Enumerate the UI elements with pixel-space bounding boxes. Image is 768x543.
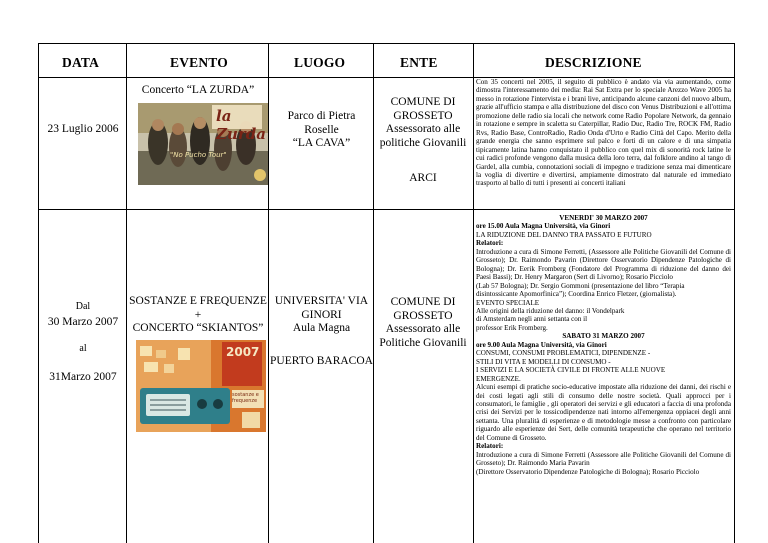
row2-date-to: 31Marzo 2007 [49, 370, 117, 383]
row1-ente-line1: COMUNE DI [390, 96, 456, 108]
evento-line-1: Alle origini della riduzione del danno: il Vondelpark [476, 306, 625, 315]
row1-date: 23 Luglio 2006 [47, 123, 119, 135]
row1-place-line2: “LA CAVA” [292, 137, 351, 149]
row2-ente-line4: Politiche Giovanili [379, 336, 467, 349]
poster-caption-text: sostanze e frequenze [232, 392, 259, 404]
day1-time: ore 15.00 Aula Magna Università, via Ginori [476, 222, 611, 231]
day2-intro: Introduzione a cura di Simone Ferretti (Assessore alle Politiche Giovanili del Comune di Grosseto); Dr. Raimondo Maria Pavarin [476, 450, 731, 468]
row1-bottom-border [38, 209, 735, 210]
lab-line-1: (Lab 57 Bologna); Dr. Sergio Gommoni (presentazione del libro “Terapia [476, 281, 685, 290]
row1-place-line1: Parco di Pietra Roselle [287, 110, 356, 136]
row1-ente-line3: Assessorato alle [385, 123, 461, 135]
col-border-1 [126, 43, 127, 543]
row2-date-from: 30 Marzo 2007 [47, 315, 119, 328]
row1-ente [374, 96, 472, 150]
header-ente: ENTE [400, 55, 438, 70]
evento-line-2: di Amsterdam negli anni settanta con il [476, 315, 588, 324]
row2-event [128, 295, 268, 336]
day1-title: VENERDI' 30 MARZO 2007 [559, 214, 648, 222]
col-border-0 [38, 43, 39, 543]
day2-line-1: CONSUMI, CONSUMI PROBLEMATICI, DIPENDENZE - [476, 349, 651, 358]
day1-text: Introduzione a cura di Simone Ferretti, (Assessore alle Politiche Giovanili del Comune di Grosseto); Dr. Raimondo Pavarin (Direttore Osservatorio Dipendenze Patologiche di Bologna); Dr. Eerik Fromberg (Fondatore del Programma di riduzione del danno dei Paesi Bassi); Dr. Henry Margaron (Sert di Livorno); Rosario Picciolo [476, 247, 731, 282]
row2-description [476, 214, 731, 476]
row2-place-line1: UNIVERSITA' VIA [274, 295, 369, 307]
sostanze-poster [136, 340, 266, 432]
day2-last: (Direttore Osservatorio Dipendenze Patologiche di Bologna); Rosario Picciolo [476, 467, 700, 476]
header-data: DATA [62, 55, 100, 70]
poster-subtitle-text: "No Pucho Tour" [170, 151, 227, 159]
row1-ente-line4: politiche Giovanili [379, 136, 467, 149]
row2-place-line3: Aula Magna [292, 322, 351, 334]
row1-event-title: Concerto “LA ZURDA” [141, 84, 255, 96]
header-luogo: LUOGO [294, 55, 346, 70]
row1-description: Con 35 concerti nel 2005, il seguito di pubblico è andato via via aumentando, come dimostra l'interessamento dei media: Rai Sat Extra per lo speciale Arezzo Wave 2005 ha messo in rotazione l'intervista e i brani live, anticipando alcune canzoni del nuovo album, grazie all'ufficio stampa e alla distribuzione del disco con Venus Distribuzioni e all'ottima promozione delle radio sia locali che network come Radio Popolare Network, da gennaio in rotazione e sempre in scaletta su Caterpillar, Radio Duc, Radio Tre, ROCK FM, Radio Rvs, Radio Base, ControRadio, Radio Onda d'Urto e Radio Città del Capo. Merito della grande energia che sanno esprimere sul palco e forti di un calore e di una simpatia tipicamente latina hanno conquistato il pubblico con quel mix di sonorità rock latine le cui radici profonde vengono dalla musica della loro terra, dal folklore andino al tango di Gardel, alla cumbia, connotazioni sociali di impegno e tradizione senza mai dimenticare la voglia di divertire e divertirsi, ampiamente dimostrato dal naturale ed immediato trasporto al ballo di tutti i presenti ai concerti italiani [476, 78, 731, 188]
col-border-5 [734, 43, 735, 543]
row1-place [270, 110, 373, 151]
day2-line-4: EMERGENZE. [476, 374, 521, 383]
row2-event-line3: CONCERTO “SKIANTOS” [132, 322, 264, 334]
poster-year-text: 2007 [226, 345, 260, 359]
table-top-border [38, 43, 735, 44]
header-evento: EVENTO [170, 55, 228, 70]
row2-place-puerto: PUERTO BARACOA [270, 355, 373, 367]
row2-event-line2: + [194, 308, 202, 321]
row1-ente-line2: GROSSETO [393, 109, 453, 122]
row2-date [40, 300, 126, 384]
la-zurda-poster [138, 103, 268, 185]
day2-line-2: STILI DI VITA E MODELLI DI CONSUMO - [476, 357, 611, 366]
row2-event-line1: SOSTANZE E FREQUENZE [129, 295, 267, 307]
lab-line-2: disintossicante Apomorfinica”); Coordina Enrico Fletzer, (giornalista). [476, 290, 677, 299]
day1-subject: LA RIDUZIONE DEL DANNO TRA PASSATO E FUTURO [476, 230, 652, 239]
day2-time: ore 9.00 Aula Magna Università, via Ginori [476, 340, 607, 349]
row2-place-line2: GINORI [301, 308, 342, 321]
row2-ente [374, 296, 472, 350]
day2-text: Alcuni esempi di pratiche socio-educative impostate alla riduzione dei danni, dei rischi e dei costi legati agli stili di consumo delle nostre società. Quali approcci per i consumatori, le famiglie , gli operatori dei servizi e gli educatori a faccia di una profonda crisi dei Servizi per le tossicodipendenze nati intorno all'emergenza oppiacei degli anni settanta. Una pluralità di esperienze e di metodologie messe a confronto con particolare riguardo alle esperienze dei Sert, delle comunità terapeutiche che operano nel territorio del Comune di Grosseto. [476, 383, 731, 442]
evento-line-3: professor Erik Fromberg. [476, 323, 548, 332]
header-descrizione: DESCRIZIONE [545, 55, 642, 70]
row1-ente-arci: ARCI [409, 172, 437, 184]
row2-ente-line2: GROSSETO [393, 309, 453, 322]
day2-title: SABATO 31 MARZO 2007 [562, 332, 645, 341]
row2-ente-line3: Assessorato alle [385, 323, 461, 335]
day2-line-3: I SERVIZI E LA SOCIETÀ CIVILE DI FRONTE ALLE NUOVE [476, 366, 666, 375]
evento-speciale: EVENTO SPECIALE [476, 298, 540, 307]
row2-date-al: al [79, 343, 87, 354]
row2-ente-line1: COMUNE DI [390, 296, 456, 308]
col-border-4 [473, 43, 474, 543]
row2-place [270, 295, 373, 336]
row2-date-dal: Dal [75, 301, 91, 312]
poster-logo-text: la Zurda [216, 107, 266, 143]
col-border-2 [268, 43, 269, 543]
relatori-label-2: Relatori: [476, 442, 504, 451]
relatori-label-1: Relatori: [476, 239, 504, 248]
